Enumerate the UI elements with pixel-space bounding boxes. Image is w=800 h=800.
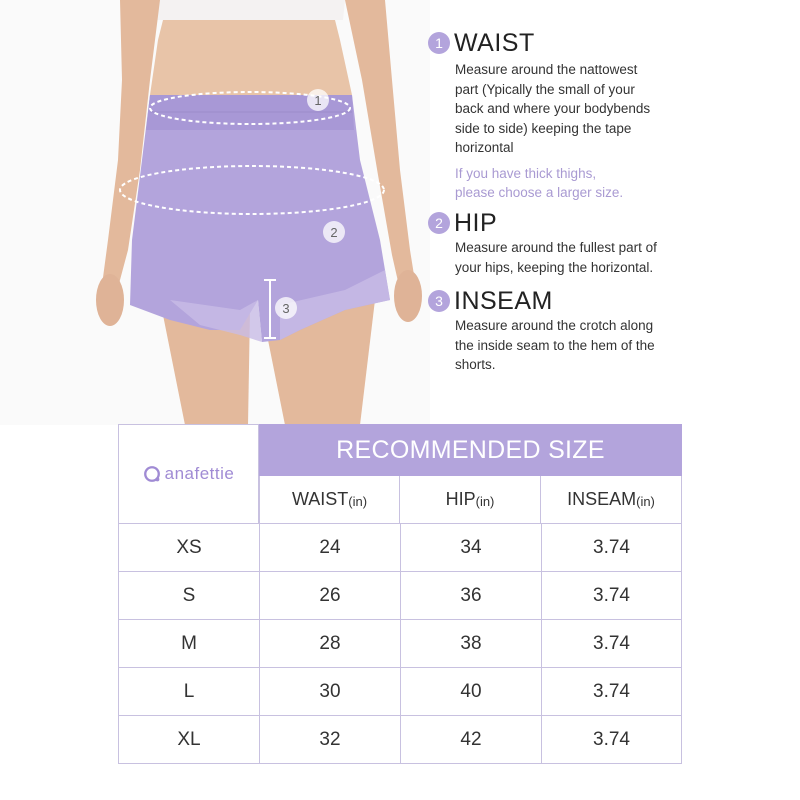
waist-cell: 26: [259, 572, 400, 620]
measurement-guide: [428, 28, 788, 372]
inseam-cell: 3.74: [541, 716, 682, 764]
hip-cell: 34: [400, 524, 541, 572]
step-inseam: [428, 286, 788, 375]
column-label: WAIST: [291, 489, 349, 509]
table-row: [118, 524, 682, 572]
column-header-waist: [259, 476, 400, 524]
hip-cell: 40: [400, 668, 541, 716]
step-title: HIP: [454, 208, 498, 237]
waist-cell: 30: [259, 668, 400, 716]
size-cell: S: [118, 572, 259, 620]
hip-cell: 38: [400, 620, 541, 668]
step-description: Measure around the crotch along the inside seam to the hem of the shorts.: [455, 318, 655, 372]
svg-text:2: 2: [330, 225, 338, 240]
hip-cell: 36: [400, 572, 541, 620]
inseam-cell: 3.74: [541, 572, 682, 620]
table-row: [118, 620, 682, 668]
brand-logo: [143, 464, 235, 484]
step-title: INSEAM: [454, 286, 553, 315]
hip-cell: 42: [400, 716, 541, 764]
step-number-badge: 3: [428, 290, 450, 312]
step-title: WAIST: [454, 28, 535, 57]
waist-cell: 28: [259, 620, 400, 668]
svg-text:1: 1: [314, 93, 322, 108]
shorts-illustration: [0, 0, 430, 425]
column-header-hip: [400, 476, 541, 524]
marker-1: [307, 89, 329, 111]
inseam-cell: 3.74: [541, 668, 682, 716]
column-unit: (in): [348, 494, 368, 509]
column-label: HIP: [445, 489, 476, 509]
column-unit: (in): [475, 494, 495, 509]
step-waist: [428, 28, 788, 203]
brand-icon: [143, 465, 161, 483]
table-row: [118, 668, 682, 716]
waist-cell: 32: [259, 716, 400, 764]
size-cell: XS: [118, 524, 259, 572]
brand-name: anafettie: [164, 464, 235, 483]
size-note: If you have thick thighs, please choose a larger size.: [455, 165, 624, 200]
column-header-inseam: [541, 476, 682, 524]
step-hip: [428, 208, 788, 277]
column-label: INSEAM: [567, 489, 637, 509]
marker-3: [275, 297, 297, 319]
svg-text:3: 3: [282, 301, 290, 316]
step-number-badge: 2: [428, 212, 450, 234]
table-row: [118, 716, 682, 764]
size-cell: M: [118, 620, 259, 668]
size-cell: L: [118, 668, 259, 716]
size-chart-table: [118, 424, 682, 763]
model-photo: [0, 0, 430, 425]
table-row: [118, 572, 682, 620]
step-description: Measure around the nattowest part (Ypically the small of your back and where your bodybends side to side) keeping the tape horizontal: [455, 62, 651, 155]
inseam-cell: 3.74: [541, 620, 682, 668]
size-cell: XL: [118, 716, 259, 764]
step-number-badge: 1: [428, 32, 450, 54]
waist-cell: 24: [259, 524, 400, 572]
table-title: RECOMMENDED SIZE: [259, 424, 682, 476]
step-description: Measure around the fullest part of your hips, keeping the horizontal.: [455, 240, 657, 275]
inseam-cell: 3.74: [541, 524, 682, 572]
brand-cell: [118, 424, 259, 524]
column-unit: (in): [636, 494, 655, 509]
marker-2: [323, 221, 345, 243]
